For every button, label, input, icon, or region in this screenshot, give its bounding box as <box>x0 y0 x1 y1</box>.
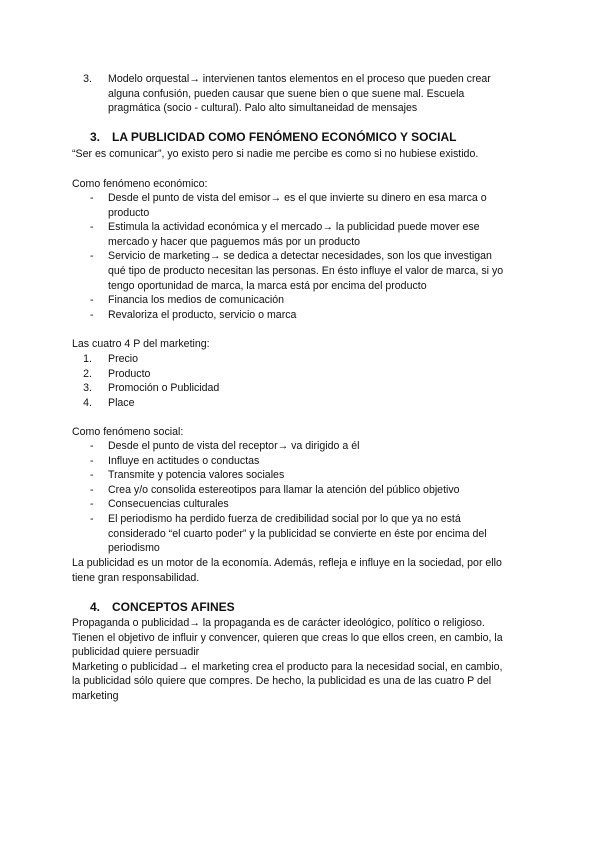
paragraph-line: publicidad quiere persuadir <box>72 646 200 659</box>
dash-bullet: - <box>90 221 94 234</box>
item-line: Transmite y potencia valores sociales <box>108 469 285 482</box>
quote-line: “Ser es comunicar”, yo existo pero si nadie me percibe es como si no hubiese existido. <box>72 148 479 160</box>
list-number: 3. <box>83 382 92 395</box>
social-heading: Como fenómeno social: <box>72 426 184 438</box>
item-line: Crea y/o consolida estereotipos para llamar la atención del público objetivo <box>108 483 460 496</box>
dash-bullet: - <box>90 250 94 263</box>
intro-line: pragmática (socio - cultural). Palo alto simultaneidad de mensajes <box>108 102 418 115</box>
item-label: Precio <box>108 353 139 365</box>
item-line: periodismo <box>108 542 160 555</box>
item-line: qué tipo de producto necesitan las personas. En ésto influye el valor de marca, si yo <box>108 264 504 277</box>
economic-list <box>72 191 532 331</box>
dash-bullet: - <box>90 294 94 307</box>
item-line: Financia los medios de comunicación <box>108 294 285 307</box>
conclusion-paragraph <box>72 556 542 585</box>
item-label: Producto <box>108 367 151 380</box>
section-title: LA PUBLICIDAD COMO FENÓMENO ECONÓMICO Y SOCIAL <box>112 130 457 144</box>
dash-bullet: - <box>90 192 94 204</box>
dash-bullet: - <box>90 469 94 482</box>
social-list <box>72 439 532 559</box>
paragraph-line: tiene gran responsabilidad. <box>72 571 200 584</box>
intro-line: alguna confusión, pueden causar que suene bien o que suene mal. Escuela <box>108 87 465 100</box>
item-line: Influye en actitudes o conductas <box>108 454 260 467</box>
item-line: El periodismo ha perdido fuerza de credibilidad social por lo que ya no está <box>108 513 461 525</box>
section-heading-3 <box>90 130 456 145</box>
four-p-list <box>72 352 372 412</box>
dash-bullet: - <box>90 498 94 511</box>
item-line: tengo oportunidad de marca, la marca está por encima del producto <box>108 279 427 292</box>
list-number: 4. <box>83 396 92 409</box>
section4-paragraph <box>72 616 542 704</box>
four-p-heading: Las cuatro 4 P del marketing: <box>72 338 210 350</box>
dash-bullet: - <box>90 440 94 452</box>
section-number: 4. <box>90 600 101 614</box>
dash-bullet: - <box>90 513 94 525</box>
dash-bullet: - <box>90 308 94 321</box>
list-number: 3. <box>83 73 92 85</box>
economic-heading: Como fenómeno económico: <box>72 178 208 190</box>
paragraph-line: Tienen el objetivo de influir y convencer, quieren que creas lo que ellos creen, en cambio, la <box>72 631 503 644</box>
item-label: Place <box>108 396 135 409</box>
paragraph-line: Propaganda o publicidad→ la propaganda es de carácter ideológico, político o religioso. <box>72 617 485 629</box>
paragraph-line: la publicidad sólo quiere que compres. De hecho, la publicidad es una de las cuatro P del <box>72 675 492 688</box>
paragraph-line: Marketing o publicidad→ el marketing crea el producto para la necesidad social, en cambio, <box>72 660 503 673</box>
dash-bullet: - <box>90 483 94 496</box>
section-title: CONCEPTOS AFINES <box>112 600 235 614</box>
item-line: mercado y hacer que paguemos más por un producto <box>108 235 361 248</box>
item-line: considerado “el cuarto poder” y la publicidad se convierte en éste por encima del <box>108 527 487 540</box>
dash-bullet: - <box>90 454 94 467</box>
item-line: Estimula la actividad económica y el mercado→ la publicidad puede mover ese <box>108 221 480 234</box>
section-number: 3. <box>90 130 101 144</box>
item-line: Servicio de marketing→ se dedica a detectar necesidades, son los que investigan <box>108 250 492 263</box>
item-line: Consecuencias culturales <box>108 498 229 511</box>
list-number: 2. <box>83 367 92 380</box>
item-line: Desde el punto de vista del receptor→ va dirigido a él <box>108 440 360 452</box>
paragraph-line: marketing <box>72 689 119 702</box>
item-line: producto <box>108 206 150 219</box>
paragraph-line: La publicidad es un motor de la economía. Además, refleja e influye en la sociedad, por ello <box>72 557 502 569</box>
item-line: Desde el punto de vista del emisor→ es el que invierte su dinero en esa marca o <box>108 192 487 204</box>
section-heading-4 <box>90 600 235 615</box>
item-label: Promoción o Publicidad <box>108 382 220 395</box>
intro-line: Modelo orquestal→ intervienen tantos elementos en el proceso que pueden crear <box>108 73 491 85</box>
item-line: Revaloriza el producto, servicio o marca <box>108 308 297 321</box>
list-number: 1. <box>83 353 92 365</box>
